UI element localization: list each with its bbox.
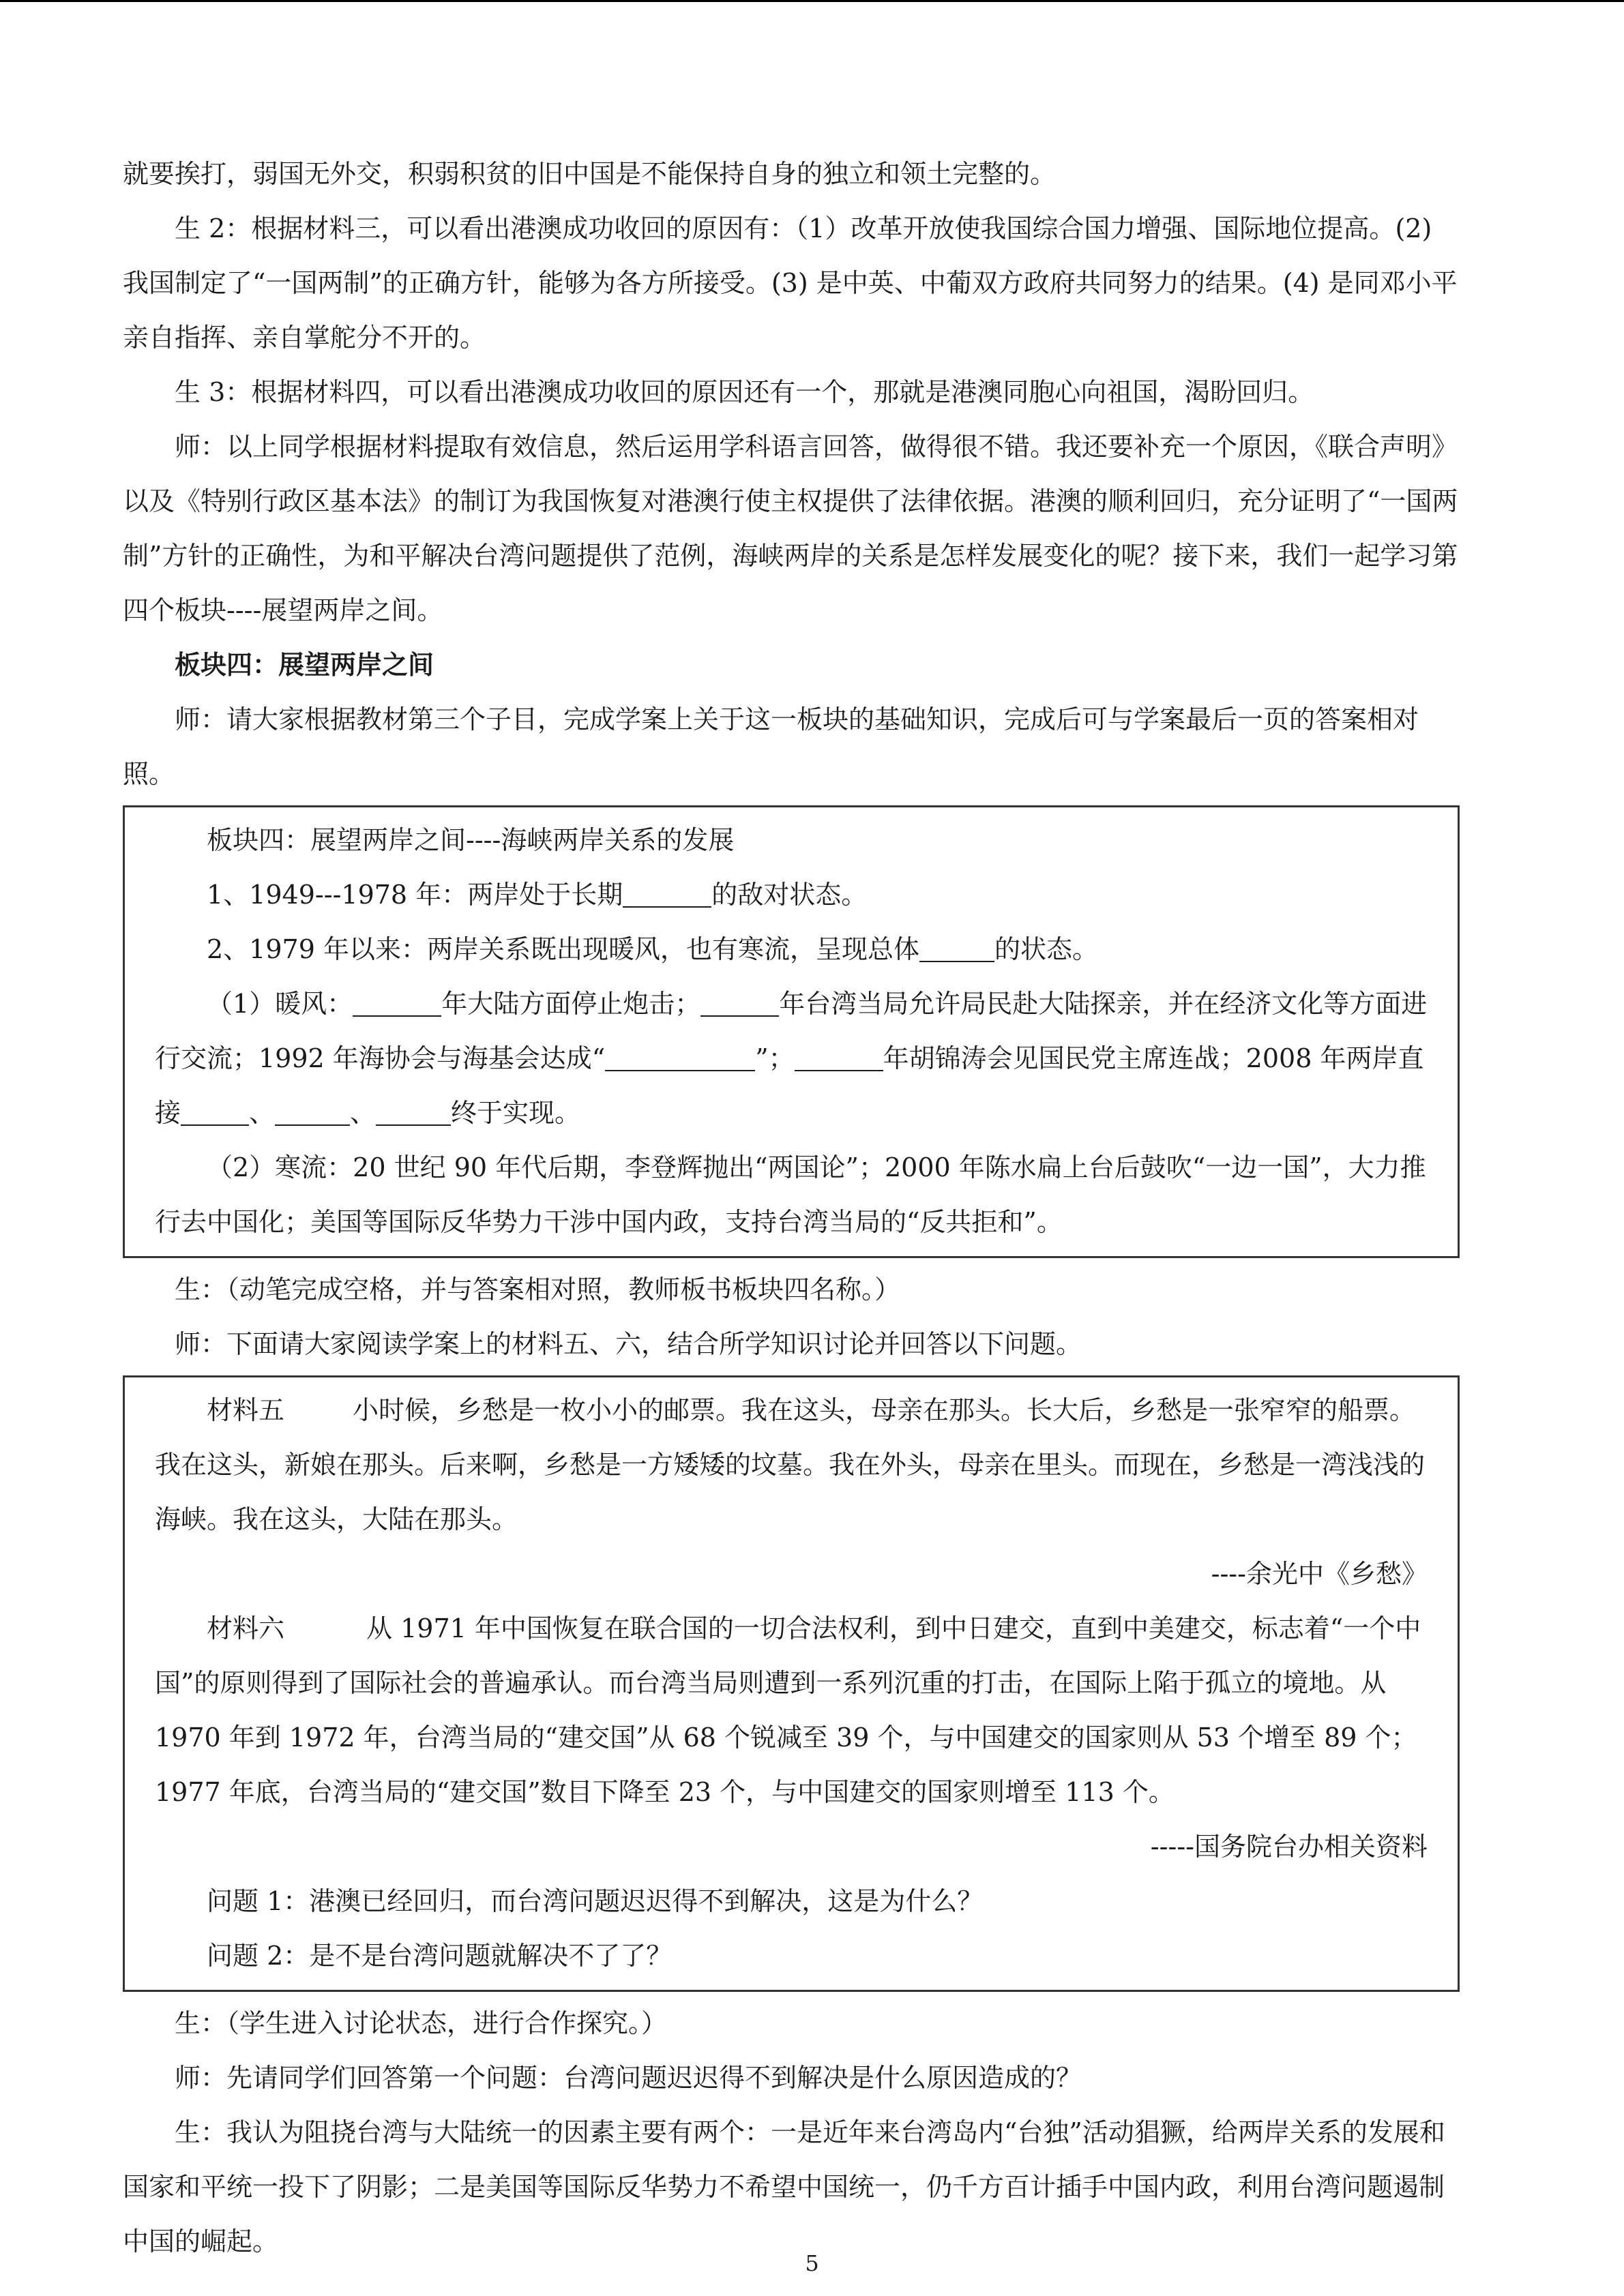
box1-cold-paragraph: （2）寒流：20 世纪 90 年代后期，李登辉抛出“两国论”；2000 年陈水扁上台后鼓吹“一边一国”，大力推行去中国化；美国等国际反华势力干涉中国内政，支持台湾当局的“反共拒和”。 <box>155 1152 1426 1237</box>
box1-title: 板块四：展望两岸之间----海峡两岸关系的发展 <box>207 825 735 855</box>
page-number: 5 <box>805 2250 819 2276</box>
warm-text-e: 年胡锦涛会见国民党主席连战；2008 年两岸直接 <box>155 1043 1424 1128</box>
question-2: 问题 2：是不是台湾问题就解决不了了？ <box>207 1941 673 1971</box>
paragraph-teacher-intro: 师：请大家根据教材第三个子目，完成学案上关于这一板块的基础知识，完成后可与学案最后一页的答案相对照。 <box>123 704 1419 789</box>
material5 <box>155 1383 1428 1547</box>
paragraph-continuation: 就要挨打，弱国无外交，积弱积贫的旧中国是不能保持自身的独立和领土完整的。 <box>123 159 1057 189</box>
material6-label: 材料六 <box>207 1613 285 1643</box>
fill-blank[interactable] <box>605 1044 755 1071</box>
box1-item2-text-a: 2、1979 年以来：两岸关系既出现暖风，也有寒流，呈现总体 <box>207 934 919 964</box>
fill-blank[interactable] <box>623 880 711 908</box>
fill-blank[interactable] <box>181 1099 249 1126</box>
warm-text-d: ”； <box>755 1043 795 1073</box>
fill-blank[interactable] <box>376 1099 451 1126</box>
paragraph-teacher-summary: 师：以上同学根据材料提取有效信息，然后运用学科语言回答，做得很不错。我还要补充一个原因，《联合声明》以及《特别行政区基本法》的制订为我国恢复对港澳行使主权提供了法律依据。港澳的顺利回归，充分证明了“一国两制”方针的正确性，为和平解决台湾问题提供了范例，海峡两岸的关系是怎样发展变化的呢？接下来，我们一起学习第四个板块----展望两岸之间。 <box>123 432 1458 625</box>
box1-warm-paragraph <box>155 976 1428 1140</box>
box1-item1 <box>155 867 1428 922</box>
paragraph-student-answer: 生：我认为阻挠台湾与大陆统一的因素主要有两个：一是近年来台湾岛内“台独”活动猖獗，给两岸关系的发展和国家和平统一投下了阴影；二是美国等国际反华势力不希望中国统一，仍千方百计插手中国内政，利用台湾问题遏制中国的崛起。 <box>123 2117 1445 2256</box>
paragraph-student-discussion: 生：（学生进入讨论状态，进行合作探究。） <box>175 2008 668 2038</box>
paragraph-teacher-question: 师：先请同学们回答第一个问题：台湾问题迟迟得不到解决是什么原因造成的？ <box>175 2063 1082 2093</box>
warm-text-f: 终于实现。 <box>451 1098 581 1128</box>
separator: 、 <box>249 1098 276 1128</box>
top-border-line <box>0 0 1624 2</box>
fill-blank[interactable] <box>275 1099 350 1126</box>
material5-text: 小时候，乡愁是一枚小小的邮票。我在这头，母亲在那头。长大后，乡愁是一张窄窄的船票。我在这头，新娘在那头。后来啊，乡愁是一方矮矮的坟墓。我在外头，母亲在里头。而现在，乡愁是一湾浅浅的海峡。我在这头，大陆在那头。 <box>155 1395 1426 1534</box>
fill-blank[interactable] <box>919 935 994 962</box>
paragraph-student-note: 生：（动笔完成空格，并与答案相对照，教师板书板块四名称。） <box>175 1274 901 1304</box>
box1-item1-text-a: 1、1949---1978 年：两岸处于长期 <box>207 880 623 910</box>
fill-blank[interactable] <box>700 989 779 1017</box>
question-1: 问题 1：港澳已经回归，而台湾问题迟迟得不到解决，这是为什么？ <box>207 1886 984 1916</box>
warm-text-c: 年台湾当局允许局民赴大陆探亲，并在经济文化等方面进行交流；1992 年海协会与海基会达成“ <box>155 989 1428 1073</box>
warm-text-a: （1）暖风： <box>207 989 353 1019</box>
material5-source: ----余光中《乡愁》 <box>1211 1559 1428 1589</box>
material6 <box>155 1601 1428 1819</box>
material5-label: 材料五 <box>207 1395 285 1425</box>
paragraph-teacher-prompt: 师：下面请大家阅读学案上的材料五、六，结合所学知识讨论并回答以下问题。 <box>175 1329 1082 1359</box>
paragraph-student2: 生 2：根据材料三，可以看出港澳成功收回的原因有：（1）改革开放使我国综合国力增强、国际地位提高。(2) 我国制定了“一国两制”的正确方针，能够为各方所接受。(3) 是中英、中葡双方政府共同努力的结果。(4) 是同邓小平亲自指挥、亲自掌舵分不开的。 <box>123 213 1458 353</box>
material6-source: -----国务院台办相关资料 <box>1150 1832 1428 1862</box>
fill-blank[interactable] <box>353 989 441 1017</box>
worksheet-box-materials <box>123 1375 1460 1992</box>
worksheet-box-fill-in <box>123 805 1460 1258</box>
fill-blank[interactable] <box>795 1044 883 1071</box>
section-heading: 板块四：展望两岸之间 <box>175 649 434 680</box>
document-body <box>123 147 1460 2269</box>
box1-item2 <box>155 922 1428 976</box>
box1-item1-text-b: 的敌对状态。 <box>711 880 868 910</box>
separator: 、 <box>350 1098 377 1128</box>
paragraph-student3: 生 3：根据材料四，可以看出港澳成功收回的原因还有一个，那就是港澳同胞心向祖国，渴盼回归。 <box>175 377 1314 407</box>
warm-text-b: 年大陆方面停止炮击； <box>441 989 701 1019</box>
box1-item2-text-b: 的状态。 <box>994 934 1098 964</box>
material6-text: 从 1971 年中国恢复在联合国的一切合法权利，到中日建交，直到中美建交，标志着“一个中国”的原则得到了国际社会的普遍承认。而台湾当局则遭到一系列沉重的打击，在国际上陷于孤立的境地。从 1970 年到 1972 年，台湾当局的“建交国”从 68 个锐减至 39 个，与中国建交的国家则从 53 个增至 89 个；1977 年底，台湾当局的“建交国”数目下降至 23 个，与中国建交的国家则增至 113 个。 <box>155 1613 1421 1807</box>
